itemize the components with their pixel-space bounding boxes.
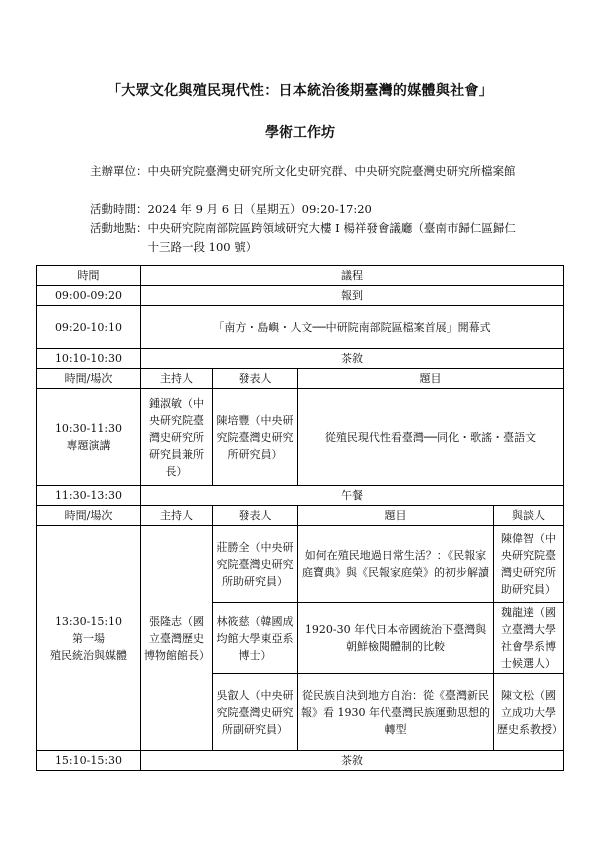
- document-subtitle: 學術工作坊: [265, 125, 335, 141]
- place-info: [90, 219, 520, 257]
- time-label: 活動時間：: [90, 202, 148, 216]
- keynote-time-cell: [37, 389, 141, 486]
- header-presenter: 發表人: [213, 369, 298, 389]
- header-chair: 主持人: [141, 506, 213, 526]
- session-header-row: [37, 506, 564, 526]
- place-label: 活動地點：: [90, 221, 148, 235]
- row-item: 「南方・島嶼・人文──中研院南部院區檔案首展」開幕式: [141, 306, 564, 349]
- keynote-row: [37, 389, 564, 486]
- keynote-presenter: 陳培豐（中央研究院臺灣史研究所研究員）: [213, 389, 298, 486]
- paper-topic: 1920-30 年代日本帝國統治下臺灣與朝鮮檢閱體制的比較: [298, 603, 494, 674]
- session-time-cell: [37, 526, 141, 751]
- paper-presenter: 吳叡人（中央研究院臺灣史研究所副研究員）: [213, 674, 298, 751]
- header-time-session: 時間/場次: [37, 506, 141, 526]
- header-presenter: 發表人: [213, 506, 298, 526]
- paper-discussant: 陳偉智（中央研究院臺灣史研究所助研究員）: [494, 526, 564, 603]
- header-chair: 主持人: [141, 369, 213, 389]
- keynote-header-row: [37, 369, 564, 389]
- paper-presenter: 莊勝全（中央研究院臺灣史研究所助研究員）: [213, 526, 298, 603]
- organizer-info: [90, 162, 520, 181]
- session-paper-row: [37, 526, 564, 603]
- table-row: [37, 349, 564, 369]
- row-time: 10:10-10:30: [37, 349, 141, 369]
- table-row: [37, 286, 564, 306]
- paper-topic: 從民族自決到地方自治：從《臺灣新民報》看 1930 年代臺灣民族運動思想的轉型: [298, 674, 494, 751]
- table-row: [37, 486, 564, 506]
- paper-presenter: 林筱慈（韓國成均館大學東亞系博士）: [213, 603, 298, 674]
- organizer-label: 主辦單位：: [90, 164, 148, 178]
- table-row: [37, 306, 564, 349]
- paper-topic: 如何在殖民地過日常生活？：《民報家庭寶典》與《民報家庭榮》的初步解讀: [298, 526, 494, 603]
- organizer-value: 中央研究院臺灣史研究所文化史研究群、中央研究院臺灣史研究所檔案館: [147, 164, 516, 178]
- session-name: 殖民統治與媒體: [50, 648, 127, 662]
- session-label: 第一場: [72, 631, 105, 645]
- table-header-row: [37, 266, 564, 286]
- keynote-topic: 從殖民現代性看臺灣──同化・歌謠・臺語文: [298, 389, 564, 486]
- header-discussant: 與談人: [494, 506, 564, 526]
- row-time: 09:20-10:10: [37, 306, 141, 349]
- header-agenda: 議程: [141, 266, 564, 286]
- row-item: 茶敘: [141, 349, 564, 369]
- header-topic: 題目: [298, 506, 494, 526]
- keynote-label: 專題演講: [66, 439, 111, 452]
- header-time: 時間: [37, 266, 141, 286]
- row-time: 11:30-13:30: [37, 486, 141, 506]
- place-value: 中央研究院南部院區跨領域研究大樓 I 楊祥發會議廳（臺南市歸仁區歸仁十三路一段 100 號）: [147, 221, 516, 254]
- document-title: 「大眾文化與殖民現代性：日本統治後期臺灣的媒體與社會」: [106, 83, 494, 99]
- paper-discussant: 魏龍達（國立臺灣大學社會學系博士候選人）: [494, 603, 564, 674]
- header-time-session: 時間/場次: [37, 369, 141, 389]
- session-chair: 張隆志（國立臺灣歷史博物館館長）: [141, 526, 213, 751]
- row-item: 茶敘: [141, 751, 564, 771]
- paper-discussant: 陳文松（國立成功大學歷史系教授）: [494, 674, 564, 751]
- row-time: 09:00-09:20: [37, 286, 141, 306]
- row-item: 午餐: [141, 486, 564, 506]
- row-item: 報到: [141, 286, 564, 306]
- table-row: [37, 751, 564, 771]
- time-info: [90, 200, 520, 219]
- keynote-chair: 鍾淑敏（中央研究院臺灣史研究所研究員兼所長）: [141, 389, 213, 486]
- session-time: 13:30-15:10: [54, 614, 123, 628]
- time-value: 2024 年 9 月 6 日（星期五）09:20-17:20: [147, 202, 372, 216]
- keynote-time: 10:30-11:30: [54, 422, 123, 435]
- row-time: 15:10-15:30: [37, 751, 141, 771]
- schedule-table: [36, 265, 564, 771]
- header-topic: 題目: [298, 369, 564, 389]
